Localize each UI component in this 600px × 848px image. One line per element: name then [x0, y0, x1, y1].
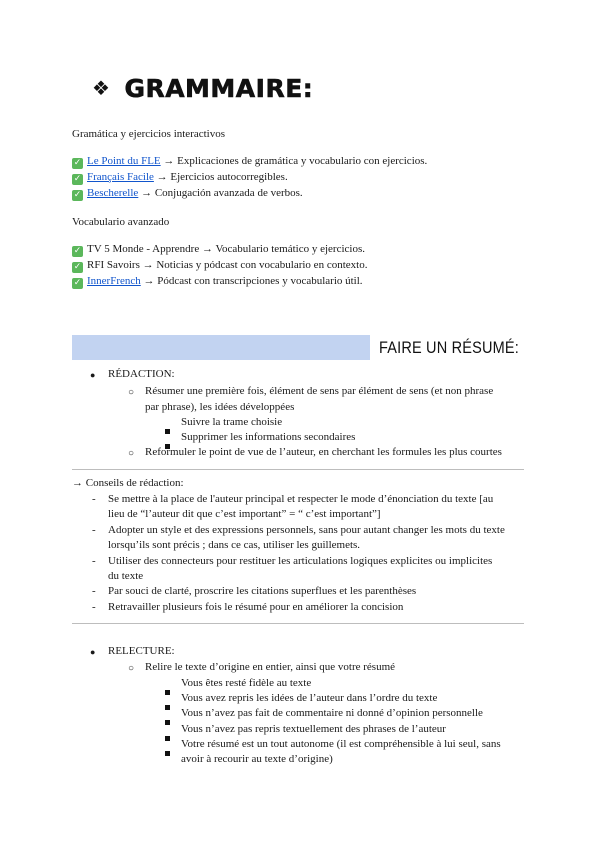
relecture-sub: Relire le texte d’origine en entier, ainsi que votre résumé [145, 661, 396, 673]
list-item: ✓ TV 5 Monde - Apprendre → Vocabulario temático y ejercicios. [73, 243, 365, 256]
divider [72, 623, 524, 624]
link-bescherelle[interactable]: Bescherelle [87, 187, 139, 199]
bullet-icon: ● [90, 370, 96, 380]
check-icon: ✓ [73, 174, 82, 184]
relecture-point: Vous n’avez pas repris textuellement des phrases de l’auteur [181, 723, 446, 735]
list-item: ✓ Français Facile → Ejercicios autocorregibles. [73, 171, 288, 184]
dash-icon: - [92, 493, 96, 505]
square-bullet-icon [165, 743, 170, 761]
list-item: ✓ InnerFrench → Pódcast con transcripciones y vocabulario útil. [73, 275, 363, 288]
vocab-heading: Vocabulario avanzado [72, 216, 170, 228]
list-item: ✓ Le Point du FLE → Explicaciones de gramática y vocabulario con ejercicios. [73, 155, 428, 168]
relecture-point-cont: avoir à recourir au texte d’origine) [181, 753, 333, 765]
dash-icon: - [92, 524, 96, 536]
bullet-icon: ● [90, 647, 96, 657]
check-icon: ✓ [73, 158, 82, 168]
redaction-label: RÉDACTION: [108, 368, 175, 380]
link-le-point-du-fle[interactable]: Le Point du FLE [87, 155, 161, 167]
dash-icon: - [92, 585, 96, 597]
redaction-sub1-line2: par phrase), les idées développées [145, 401, 295, 413]
conseils-heading: → Conseils de rédaction: [72, 477, 184, 489]
link-innerfrench[interactable]: InnerFrench [87, 275, 141, 287]
conseil-item: Retravailler plusieurs fois le résumé pour en améliorer la concision [108, 601, 404, 613]
conseil-item-cont: lieu de “l’auteur dit que c’est important” = “ c’est important”] [108, 508, 381, 520]
relecture-point: Vous êtes resté fidèle au texte [181, 677, 312, 689]
highlight-bar [72, 335, 370, 360]
conseil-item: Utiliser des connecteurs pour restituer les articulations logiques explicites ou implicites [108, 555, 493, 567]
relecture-point: Vous avez repris les idées de l’auteur dans l’ordre du texte [181, 692, 438, 704]
conseil-item: Adopter un style et des expressions personnels, sans pour autant changer les mots du texte [108, 524, 505, 536]
section-title-resume: FAIRE UN RÉSUMÉ: [379, 339, 519, 357]
title-text: GRAMMAIRE: [124, 74, 314, 103]
circle-bullet-icon: ○ [128, 448, 135, 459]
conseil-item-cont: du texte [108, 570, 144, 582]
dash-icon: - [92, 555, 96, 567]
relecture-label: RELECTURE: [108, 645, 175, 657]
check-icon: ✓ [73, 262, 82, 272]
list-item: ✓ RFI Savoirs → Noticias y pódcast con vocabulario en contexto. [73, 259, 368, 272]
redaction-point: Supprimer les informations secondaires [181, 431, 356, 443]
redaction-point: Suivre la trame choisie [181, 416, 283, 428]
dash-icon: - [92, 601, 96, 613]
link-francais-facile[interactable]: Français Facile [87, 171, 154, 183]
page-title [92, 74, 313, 103]
conseil-item-cont: lorsqu’ils sont précis ; dans ce cas, utiliser les guillemets. [108, 539, 361, 551]
check-icon: ✓ [73, 246, 82, 256]
redaction-sub1-line1: Résumer une première fois, élément de sens par élément de sens (et non phrase [145, 385, 494, 397]
conseil-item: Se mettre à la place de l'auteur principal et respecter le mode d’énonciation du texte [au [108, 493, 494, 505]
divider [72, 469, 524, 470]
circle-bullet-icon: ○ [128, 387, 135, 398]
circle-bullet-icon: ○ [128, 663, 135, 674]
four-diamond-icon: ❖ [92, 76, 111, 100]
check-icon: ✓ [73, 190, 82, 200]
grammar-heading: Gramática y ejercicios interactivos [72, 128, 226, 140]
relecture-point: Vous n’avez pas fait de commentaire ni donné d’opinion personnelle [181, 707, 483, 719]
redaction-sub2: Reformuler le point de vue de l’auteur, en cherchant les formules les plus courtes [145, 446, 502, 458]
relecture-point: Votre résumé est un tout autonome (il est compréhensible à lui seul, sans [181, 738, 501, 750]
conseil-item: Par souci de clarté, proscrire les citations superflues et les parenthèses [108, 585, 417, 597]
check-icon: ✓ [73, 278, 82, 288]
list-item: ✓ Bescherelle → Conjugación avanzada de verbos. [73, 187, 303, 200]
